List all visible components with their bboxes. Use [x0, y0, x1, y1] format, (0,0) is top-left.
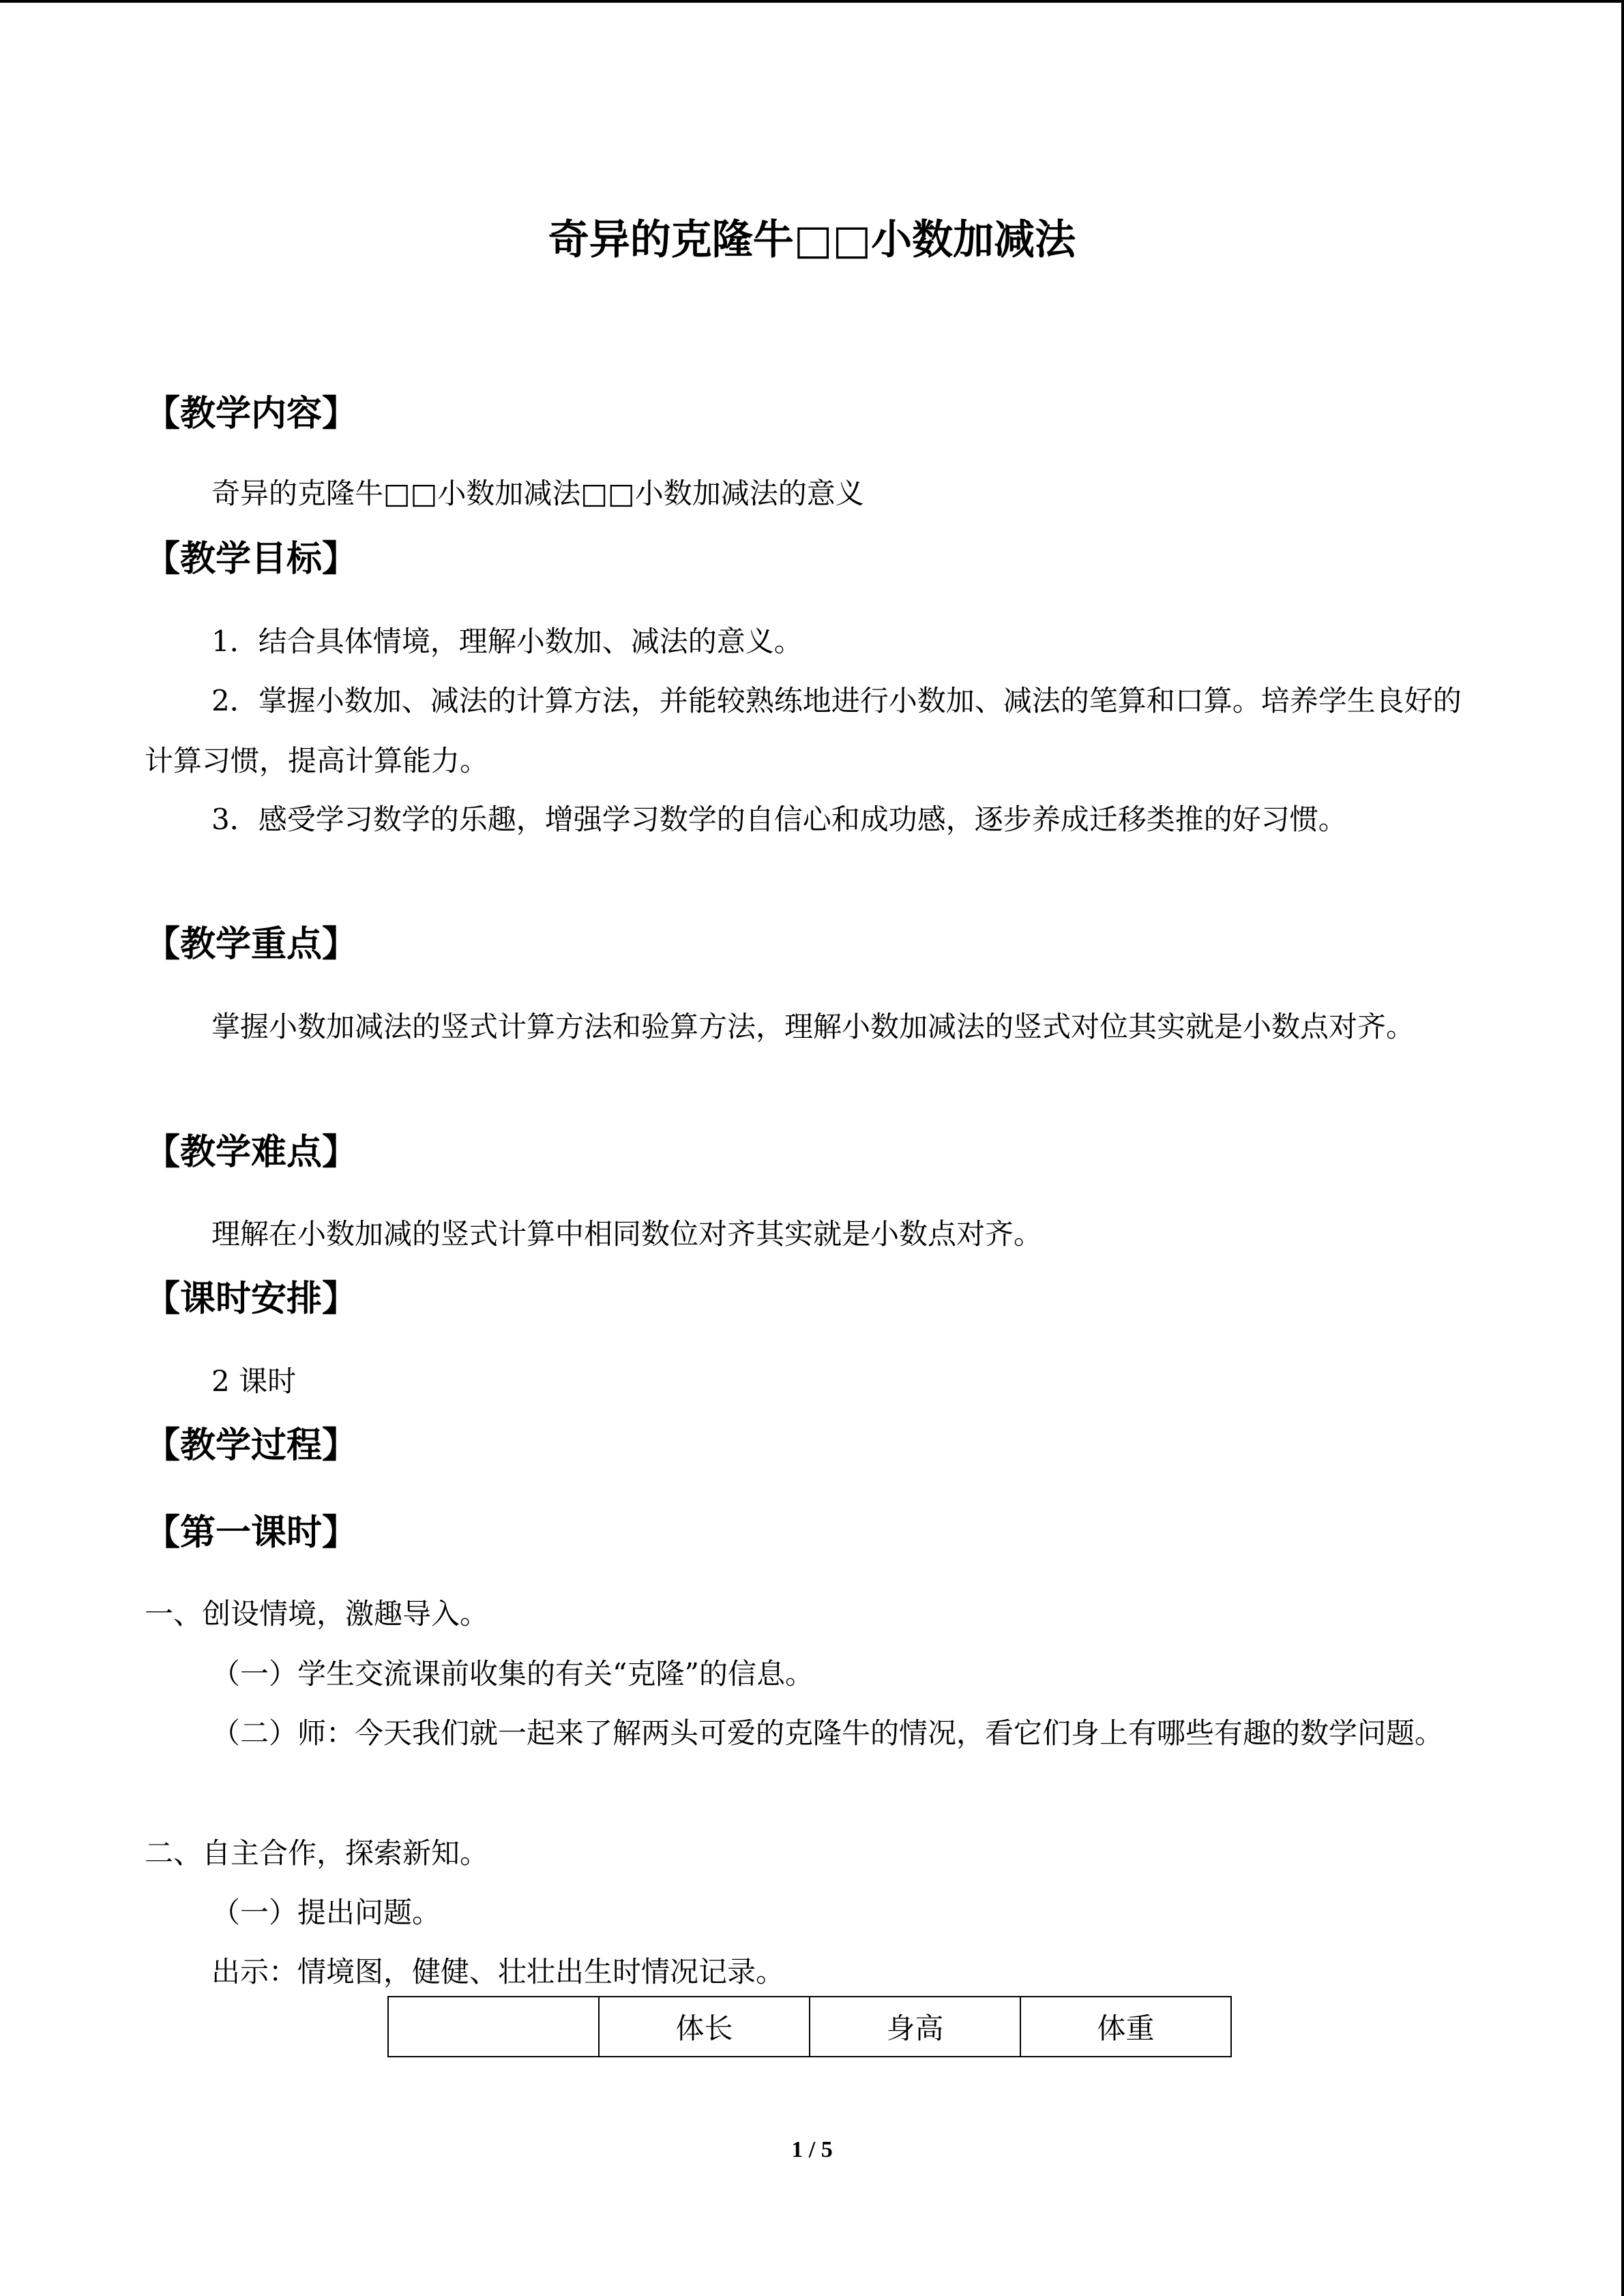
- show-description: 出示：情境图，健健、壮壮出生时情况记录。: [211, 1955, 785, 1988]
- schedule-text: 2 课时: [211, 1365, 297, 1398]
- heading-teaching-content: 【教学内容】: [145, 393, 358, 434]
- page-border-right: [1621, 0, 1624, 2296]
- step-1-title: 一、创设情境，激趣导入。: [145, 1597, 489, 1630]
- page-number: 1 / 5: [791, 2137, 833, 2162]
- step-1-b: （二）师：今天我们就一起来了解两头可爱的克隆牛的情况，看它们身上有哪些有趣的数学问题。: [211, 1716, 1444, 1750]
- heading-teaching-process: 【教学过程】: [145, 1425, 358, 1466]
- goal-item-2: 2．掌握小数加、减法的计算方法，并能较熟练地进行小数加、减法的笔算和口算。培养学生良好的计算习惯，提高计算能力。: [145, 684, 1462, 777]
- heading-first-lesson: 【第一课时】: [145, 1512, 358, 1553]
- difficulties-text: 理解在小数加减的竖式计算中相同数位对齐其实就是小数点对齐。: [211, 1217, 1043, 1251]
- step-2-a: （一）提出问题。: [211, 1896, 441, 1929]
- goal-item-3: 3．感受学习数学的乐趣，增强学习数学的自信心和成功感，逐步养成迁移类推的好习惯。: [211, 803, 1347, 836]
- document-title: 奇异的克隆牛□□小数加减法: [548, 216, 1076, 264]
- table-header-cell: [388, 1997, 599, 2057]
- heading-key-points: 【教学重点】: [145, 924, 358, 965]
- heading-difficulties: 【教学难点】: [145, 1132, 358, 1173]
- teaching-content-text: 奇异的克隆牛□□小数加减法□□小数加减法的意义: [211, 477, 864, 510]
- table-header-cell: 身高: [810, 1997, 1020, 2057]
- table-header-cell: 体长: [599, 1997, 810, 2057]
- step-1-a: （一）学生交流课前收集的有关“克隆”的信息。: [211, 1657, 814, 1690]
- heading-schedule: 【课时安排】: [145, 1279, 358, 1320]
- table-header-row: [388, 1997, 1231, 2057]
- table-header-cell: 体重: [1020, 1997, 1231, 2057]
- page-border-top: [0, 0, 1624, 3]
- step-2-title: 二、自主合作，探索新知。: [145, 1836, 489, 1870]
- key-points-text: 掌握小数加减法的竖式计算方法和验算方法，理解小数加减法的竖式对位其实就是小数点对齐。: [211, 1010, 1415, 1043]
- goal-item-1: 1．结合具体情境，理解小数加、减法的意义。: [211, 625, 803, 658]
- birth-record-table: [387, 1996, 1232, 2057]
- heading-teaching-goals: 【教学目标】: [145, 539, 358, 580]
